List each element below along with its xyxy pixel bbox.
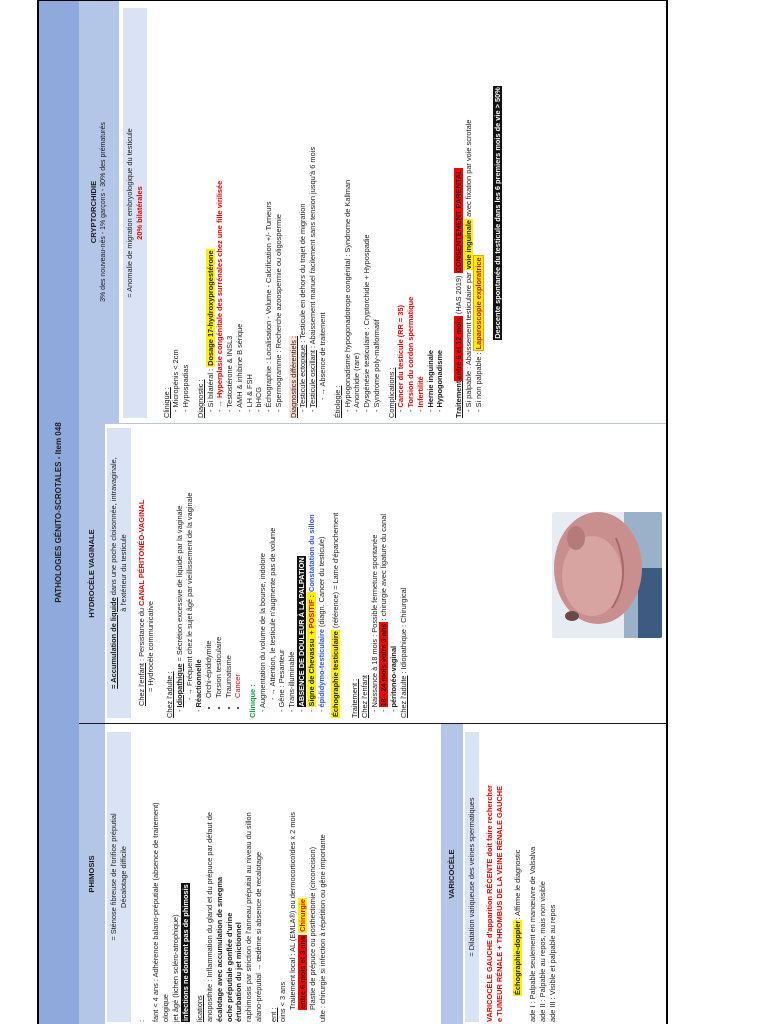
cryptorchidie-diag-item <box>206 8 216 412</box>
cryptorchidie-etio-label: Étiologie : <box>332 385 342 418</box>
varicocele-alert <box>495 732 505 1022</box>
cryptorchidie-compl-black: Hypogonadisme <box>435 349 445 408</box>
frame-bottom <box>666 0 668 1024</box>
hydrocele-heading <box>79 424 105 723</box>
phimosis-text-line <box>151 732 161 1022</box>
cryptorchidie-diag <box>196 8 206 418</box>
hydrocele-def-a: = Accumulation de liquide <box>109 597 118 689</box>
cryptorchidie-diag-text: AMH & inhibine B sérique <box>234 323 244 408</box>
hydrocele-trt-enfant-2a: 18 - 24 mois voire 3 ans <box>379 623 389 707</box>
cryptorchidie-diag-item <box>254 8 264 412</box>
cryptorchidie-etio <box>333 8 343 418</box>
hydrocele-clinique-item <box>287 428 297 712</box>
cryptorchidie-clinique-item <box>181 8 191 412</box>
cryptorchidie-clinique-item <box>171 8 181 412</box>
cryptorchidie-compl-red: Cancer du testicule (RR = 35) <box>396 305 406 408</box>
phimosis-treatment-row <box>298 732 308 1022</box>
cryptorchidie-diff-1b: : Testicule en dehors du trajet de migration <box>298 203 308 345</box>
hydrocele-chevassu-item <box>307 428 317 712</box>
hydrocele-adulte-list <box>175 428 204 718</box>
cryptorchidie-diag-text: bHCG <box>254 386 264 408</box>
hydrocele-react-cause-text: Traumatisme <box>223 655 233 698</box>
cryptorchidie-trt-nonpalp-b: Laparoscopie exploratrice <box>473 257 483 350</box>
phimosis-definition-text: = Sténose fibreuse de l'orifice préputial <box>109 813 118 941</box>
hydrocele-react-cause <box>214 428 224 698</box>
cryptorchidie-compl-label: Complications : <box>386 367 396 418</box>
cryptorchidie-diff-item <box>308 8 318 412</box>
hydrocele-chevassu-a: Signe de Chevassu <box>306 638 316 707</box>
hydrocele-chevassu-d: épididymo-testiculaire <box>316 629 326 708</box>
hydrocele-react-cause <box>204 428 214 698</box>
cryptorchidie-etio-text: Syndrome poly-malformatif <box>371 319 381 408</box>
phimosis-line: raphimosis par striction de l'anneau préputial au niveau du sillon <box>244 812 254 1022</box>
cryptorchidie-diff-label: Diagnostics différentiels : <box>288 335 298 418</box>
phimosis-line: Chirurgie <box>298 898 308 932</box>
cryptorchidie-etio-text: Dysgénésie testiculaire : Cryptorchidie + Hypospadie <box>362 234 372 408</box>
cryptorchidie-compl-item <box>416 8 426 412</box>
cryptorchidie-column <box>121 8 661 418</box>
spacer <box>341 428 350 718</box>
varicocele-alert-2: e TUMEUR RÉNALE + THROMBUS DE LA VEINE RÉNALE GAUCHE <box>494 785 504 1022</box>
cryptorchidie-diag-hyper-text: → Hyperplasie congénitale des surrénales chez une fille virilisée <box>215 180 225 408</box>
cryptorchidie-subheading: 3% des nouveau-nés - 1% garçons - 30% des prématurés <box>100 122 108 302</box>
phimosis-text-line <box>225 732 235 1022</box>
phimosis-line: anoposthite : Inflammation du gland et du prépuce par défaut de <box>205 812 215 1022</box>
hydrocele-idio-sub <box>185 428 195 712</box>
cryptorchidie-trt-has: (HAS 2019) <box>454 273 464 317</box>
hydrocele-trt-enfant <box>360 428 370 718</box>
hydrocele-photo-image <box>552 512 662 638</box>
hydrocele-absence-item <box>297 428 307 712</box>
cryptorchidie-diff-1a: Testicule ectopique <box>298 344 308 408</box>
phimosis-heading <box>79 724 105 1024</box>
cryptorchidie-diag-text: LH & FSH <box>244 374 254 408</box>
hydrocele-react-cancer: Cancer <box>233 674 243 698</box>
cryptorchidie-etio-item <box>343 8 353 412</box>
cryptorchidie-definition-text: = Anomalie de migration embryologique du testicule <box>125 128 134 298</box>
phimosis-text-line <box>254 732 264 1022</box>
hydrocele-trt-enfant-1: Naissance à 18 mois : Possible fermeture spontanée <box>369 534 379 708</box>
varicocele-echo <box>513 732 523 1022</box>
phimosis-title: PHIMOSIS <box>86 855 96 893</box>
hydrocele-title: HYDROCÈLE VAGINALE <box>86 529 96 618</box>
column-divider <box>79 423 666 424</box>
phimosis-line: infections ne donnent pas de phimosis <box>180 884 190 1021</box>
phimosis-line: Traitement local : AL (EMLA®) ou dermocorticoïdes x 2 mois <box>288 812 298 1010</box>
varicocele-echo-text: : Affirme le diagnostic <box>513 849 523 920</box>
cryptorchidie-compl-list <box>396 8 445 418</box>
hydrocele-idio-sub-text: → Fréquent chez le sujet âgé par vieillissement de la vaginale <box>184 492 194 696</box>
cryptorchidie-diag-list <box>206 8 284 418</box>
cryptorchidie-diff-item <box>298 8 308 412</box>
phimosis-line: jet âgé (lichen scléro-atrophique) <box>170 914 180 1022</box>
cryptorchidie-diag-text: Testostérone & INSL3 <box>225 335 235 408</box>
hydrocele-definition <box>107 428 131 718</box>
cryptorchidie-diff-item <box>318 8 328 412</box>
phimosis-text-line <box>161 732 171 1022</box>
cryptorchidie-diff <box>289 8 299 418</box>
phimosis-text-line <box>244 732 254 1022</box>
cryptorchidie-etio-text: Anorchidie (rare) <box>352 352 362 408</box>
hydrocele-def-b: dans une poche cloisonnée, intravaginale, <box>109 457 118 598</box>
cryptorchidie-etio-item <box>362 8 372 412</box>
phimosis-text-line <box>215 732 225 1022</box>
cryptorchidie-diff-list <box>298 8 327 418</box>
cryptorchidie-diag-text: Échographie : Localisation - Volume - Calcification +/- Tumeurs <box>264 201 274 408</box>
hydrocele-trt-enfant-2b: : chirurgie avec ligature du canal <box>379 514 389 623</box>
cryptorchidie-trt-palp-c: avec fixation par voie scrotale <box>463 119 473 219</box>
cryptorchidie-diag-text: Spermogramme : Recherche azoospermie ou oligospermie <box>273 214 283 408</box>
cryptorchidie-compl-red: Infertilité <box>415 376 425 408</box>
varicocele-definition-text: = Dilatation variqueuse des veines spermatiques <box>467 797 476 957</box>
varicocele-echo-label: Échographie-doppler <box>513 920 523 995</box>
cryptorchidie-clinique-text: Micropénis < 2cm <box>171 349 181 408</box>
phimosis-text-line <box>171 732 181 1022</box>
phimosis-text-line <box>181 732 191 1022</box>
hydrocele-enfant-comm-text: = Hydrocèle communicative <box>146 601 156 692</box>
hydrocele-absence: ABSENCE DE DOULEUR À LA PALPATION <box>297 557 307 707</box>
cryptorchidie-trt-age: entre 6 et 12 mois <box>454 317 464 380</box>
varicocele-grade-text: ade I : Palpable seulement en manœuvre de Valsalva <box>528 846 538 1022</box>
hydrocele-react-cause <box>233 428 243 698</box>
cryptorchidie-trt-item <box>464 8 474 412</box>
page-title: PATHOLOGIES GÉNITO-SCROTALES - Item 048 <box>39 1 79 1024</box>
cryptorchidie-bilateral: 20% bilatérales <box>134 186 144 240</box>
hydrocele-react-list <box>204 428 243 718</box>
hydrocele-trt-adulte <box>399 428 409 718</box>
cryptorchidie-diag-label: Diagnostic : <box>195 379 205 418</box>
hydrocele-echo <box>331 428 341 718</box>
hydrocele-enfant-canal: CANAL PÉRITONÉO-VAGINAL <box>136 499 146 606</box>
cryptorchidie-descente-text: Descente spontanée du testicule dans les 6 premiers mois de vie > 50% <box>492 87 502 339</box>
cryptorchidie-etio-item <box>352 8 362 412</box>
cryptorchidie-compl-item <box>435 8 445 412</box>
phimosis-line: lications <box>195 995 205 1022</box>
hydrocele-clinique-text: Gêne : Pesanteur <box>277 649 287 708</box>
cryptorchidie-diff-2b: : Abaissement manuel facilement sans tension jusqu'à 6 mois <box>308 146 318 351</box>
hydrocele-react-cause <box>224 428 234 698</box>
phimosis-line: entre 6 mois et 3 ans <box>298 935 308 1009</box>
hydrocele-chevassu-b: + POSITIF : <box>306 592 316 637</box>
phimosis-line: ent : <box>268 1007 278 1022</box>
phimosis-line: alano-préputial → œdème si absence de recalotage <box>253 851 263 1022</box>
cryptorchidie-clinique-label: Clinique : <box>161 387 171 418</box>
phimosis-text-line <box>318 732 328 1022</box>
hydrocele-echo-label: Échographie testiculaire <box>331 631 341 717</box>
hydrocele-clinique-list <box>258 428 326 718</box>
hydrocele-enfant <box>137 428 147 718</box>
hydrocele-enfant-text: : Persistance du <box>136 605 146 664</box>
cryptorchidie-etio-item <box>372 8 382 412</box>
cryptorchidie-diag-item <box>225 8 235 412</box>
hydrocele-trt-item <box>370 428 380 712</box>
cryptorchidie-compl-item <box>396 8 406 412</box>
cryptorchidie-title: CRYPTORCHIDIE <box>89 180 99 244</box>
cryptorchidie-trt-palp-b: voie inguinale <box>463 219 473 270</box>
cryptorchidie-clinique <box>162 8 172 418</box>
hydrocele-chevassu-e: (diagn. Cancer du testicule) <box>316 536 326 630</box>
spacer <box>153 8 162 418</box>
cryptorchidie-diag-bilat-b: Dosage 17-hydroxyprogestérone <box>205 250 215 366</box>
hydrocele-react-item <box>194 428 204 712</box>
spacer <box>156 428 165 718</box>
phimosis-line: ologique <box>161 994 171 1022</box>
cryptorchidie-clinique-list <box>171 8 191 418</box>
hydrocele-clinique-text: Augmentation du volume de la bourse, indolore <box>257 552 267 708</box>
varicocele-column <box>463 732 663 1022</box>
hydrocele-trt-adulte-label: Chez l'adulte <box>398 675 408 718</box>
hydrocele-trt-enfant-label: Chez l'enfant <box>359 675 369 718</box>
hydrocele-def-c: à l'extérieur du testicule <box>118 534 128 612</box>
cryptorchidie-etio-text: Hypogonadisme hypogonadotrope congénital : Syndrome de Kallman <box>342 179 352 408</box>
hydrocele-idio-label: Idiopathique <box>174 663 184 708</box>
varicocele-grade-text: ade III : Visible et palpable au repos <box>547 904 557 1022</box>
spacer <box>484 8 493 418</box>
hydrocele-trt-item <box>389 428 399 712</box>
cryptorchidie-trt-tag: CONSENTEMENT PARENTAL <box>454 169 464 273</box>
phimosis-column <box>105 732 435 1022</box>
hydrocele-adulte-label: Chez l'adulte : <box>165 671 175 718</box>
cryptorchidie-definition <box>123 8 147 418</box>
phimosis-text-line <box>137 732 147 1022</box>
hydrocele-photo <box>552 512 662 638</box>
hydrocele-trt-enfant-2c: péritonéo-vaginal <box>389 645 399 708</box>
cryptorchidie-diff-2a: Testicule oscillant <box>308 350 318 408</box>
cryptorchidie-trt-palp-a: Si palpable : Abaissement testiculaire par <box>463 270 473 408</box>
varicocele-alert-1: VARICOCÈLE GAUCHE d'apparition RÉCENTE doit faire rechercher <box>484 785 494 1022</box>
cryptorchidie-diag-item <box>245 8 255 412</box>
hydrocele-trt-list <box>370 428 399 718</box>
hydrocele-clinique-item <box>258 428 268 712</box>
cryptorchidie-trt-item <box>474 8 484 412</box>
hydrocele-traitement <box>350 428 360 718</box>
cryptorchidie-compl <box>387 8 397 418</box>
varicocele-definition <box>465 732 479 1022</box>
phimosis-text-line <box>195 732 205 1022</box>
phimosis-definition-sub: Décalotage difficile <box>118 846 128 908</box>
phimosis-line: : <box>136 1019 146 1022</box>
hydrocele-idio-text: = Sécrétion excessive de liquide par la vaginale <box>174 505 184 664</box>
hydrocele-chevassu-c: Constatation du sillon <box>306 514 316 592</box>
hydrocele-trt-adulte-text: : Idiopathique : Chirurgical <box>398 587 408 676</box>
hydrocele-adulte <box>165 428 175 718</box>
phimosis-text-line <box>288 732 298 1022</box>
phimosis-text-line <box>278 732 288 1022</box>
hydrocele-traitement-label: Traitement : <box>350 678 360 718</box>
phimosis-text-line <box>308 732 318 1022</box>
hydrocele-enfant-label: Chez l'enfant <box>136 663 146 706</box>
hydrocele-trt-item <box>379 428 389 712</box>
hydrocele-enfant-comm <box>146 428 156 718</box>
hydrocele-clinique <box>248 428 258 718</box>
cryptorchidie-compl-item <box>406 8 416 412</box>
varicocele-grade <box>538 732 548 1022</box>
hydrocele-clinique-item <box>277 428 287 712</box>
spacer <box>445 8 454 418</box>
cryptorchidie-diag-item <box>235 8 245 412</box>
varicocele-grade-text: ade II : Palpable au repos, mais non visible <box>537 881 547 1022</box>
cryptorchidie-clinique-text: Hypospadias <box>181 364 191 408</box>
phimosis-definition <box>107 732 131 1022</box>
cryptorchidie-trt-list <box>464 8 484 418</box>
phimosis-text-line <box>205 732 215 1022</box>
cryptorchidie-compl-black: Hernie inguinale <box>425 349 435 408</box>
hydrocele-clinique-item <box>268 428 278 712</box>
phimosis-line: Plastie de prépuce ou posthectomie (circoncision) <box>307 846 317 1010</box>
cryptorchidie-diff-2c: → Absence de traitement <box>318 312 328 396</box>
cryptorchidie-compl-item <box>426 8 436 412</box>
hydrocele-clinique-label: Clinique : <box>248 684 258 718</box>
cryptorchidie-diag-bilat-a: Si bilatéral : <box>205 366 215 408</box>
cryptorchidie-descente <box>493 8 503 418</box>
hydrocele-idio-item <box>175 428 185 712</box>
phimosis-line: oche préputiale gonflée d'urine <box>224 912 234 1022</box>
hydrocele-clinique-text: → Attention, le testicule n'augmente pas de volume <box>267 527 277 696</box>
cryptorchidie-diag-hyper <box>215 8 225 412</box>
cryptorchidie-trt-label: Traitement <box>454 380 464 418</box>
cryptorchidie-diag-item <box>264 8 274 412</box>
varicocele-grade <box>528 732 538 1022</box>
hydrocele-echo-text: (référence) = Lame d'épanchement <box>331 512 341 631</box>
hydrocele-react-cause-text: Orchi-épididymite <box>204 640 214 698</box>
varicocele-grade <box>548 732 558 1022</box>
hydrocele-chevassu-item2 <box>317 428 327 712</box>
column-divider <box>79 723 666 724</box>
varicocele-heading <box>441 724 463 1024</box>
spacer <box>504 732 513 1022</box>
phimosis-line: écalotage avec accumulation de smegma <box>214 876 224 1022</box>
varicocele-alert <box>485 732 495 1022</box>
hydrocele-react-label: Réactionnelle <box>194 659 204 708</box>
phimosis-line: oins < 3 ans <box>278 981 288 1022</box>
phimosis-line: ulte : chirurgie si infection à répétition ou gêne importante <box>317 834 327 1022</box>
cryptorchidie-compl-red: Torsion du cordon spermatique <box>406 296 416 408</box>
phimosis-line: érturbation du jet mictionnel <box>234 922 244 1022</box>
cryptorchidie-trt <box>454 8 464 418</box>
frame-right <box>37 0 668 1</box>
hydrocele-clinique-text: Trans-illuminable <box>287 651 297 708</box>
varicocele-title: VARICOCÈLE <box>446 849 456 899</box>
hydrocele-react-cause-text: Torsion testiculaire <box>213 636 223 698</box>
phimosis-line: fant < 4 ans : Adhérence balano-préputiale (absence de traitement) <box>151 802 161 1022</box>
phimosis-text-line <box>234 732 244 1022</box>
cryptorchidie-etio-list <box>343 8 382 418</box>
cryptorchidie-trt-nonpalp-a: Si non palpable : <box>473 350 483 408</box>
phimosis-text-line <box>269 732 279 1022</box>
cryptorchidie-diag-item <box>274 8 284 412</box>
cryptorchidie-heading <box>79 1 119 423</box>
